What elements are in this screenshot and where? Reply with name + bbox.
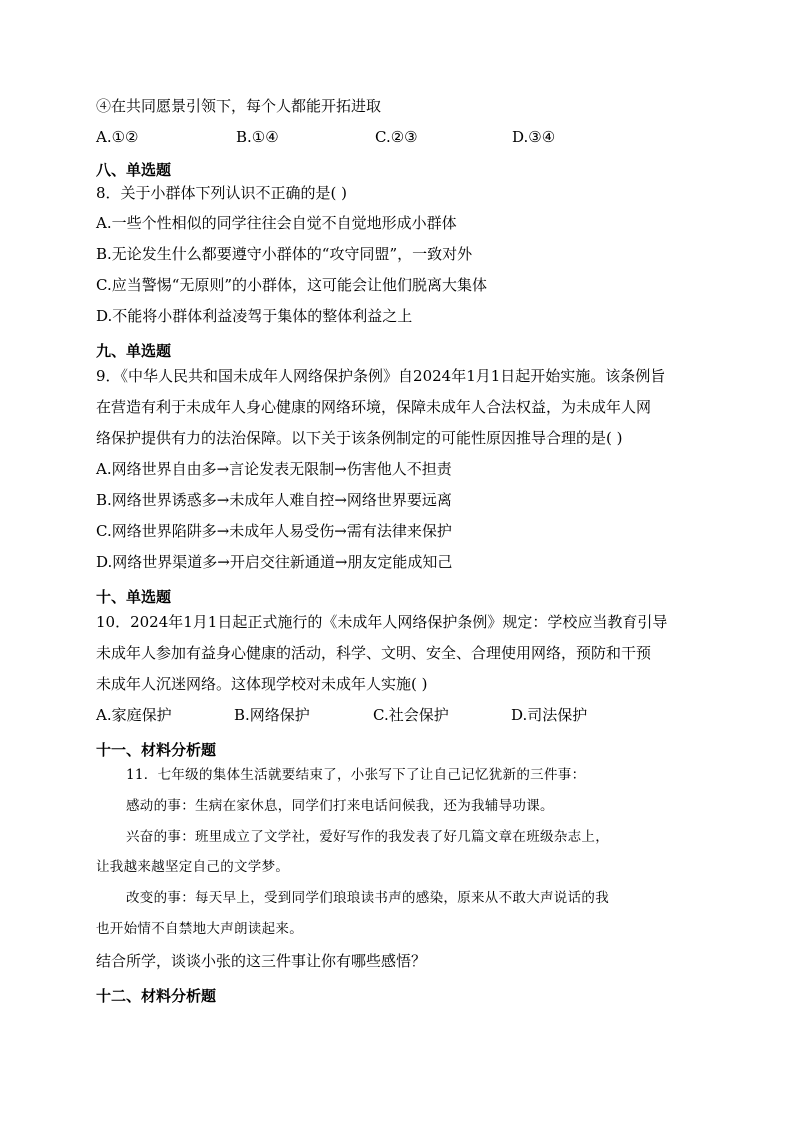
question-8: 8．关于小群体下列认识不正确的是( ): [96, 184, 348, 202]
question-10-option-b: B.网络保护: [234, 706, 310, 724]
option-d: D.③④: [512, 128, 556, 146]
question-11-prompt: 结合所学，谈谈小张的这三件事让你有哪些感悟？: [96, 952, 427, 970]
material-line-5: 改变的事：每天早上，受到同学们琅琅读书声的感染，原来从不敢大声说话的我: [126, 890, 609, 906]
section-heading-8: 八、单选题: [96, 161, 172, 179]
material-line-6: 也开始情不自禁地大声朗读起来。: [96, 921, 303, 937]
question-9-option-a: A.网络世界自由多→言论发表无限制→伤害他人不担责: [96, 460, 452, 478]
question-9-line-3: 络保护提供有力的法治保障。以下关于该条例制定的可能性原因推导合理的是( ): [96, 429, 623, 447]
option-c: C.②③: [375, 128, 418, 146]
option-a: A.①②: [96, 128, 139, 146]
option-b: B.①④: [236, 128, 279, 146]
material-line-1: 11．七年级的集体生活就要结束了，小张写下了让自己记忆犹新的三件事：: [126, 767, 586, 783]
question-9-option-c: C.网络世界陷阱多→未成年人易受伤→需有法律来保护: [96, 522, 452, 540]
question-10-option-c: C.社会保护: [373, 706, 449, 724]
material-line-4: 让我越来越坚定自己的文学梦。: [96, 859, 290, 875]
question-10-line-1: 10．2024年1月1日起正式施行的《未成年人网络保护条例》规定：学校应当教育引导: [96, 613, 668, 631]
question-10-option-d: D.司法保护: [511, 706, 588, 724]
question-9-line-1: 9．《中华人民共和国未成年人网络保护条例》自2024年1月1日起开始实施。该条例旨: [96, 367, 666, 385]
section-heading-12: 十二、材料分析题: [96, 987, 217, 1005]
material-line-3: 兴奋的事：班里成立了文学社，爱好写作的我发表了好几篇文章在班级杂志上，: [126, 829, 609, 845]
question-8-option-c: C.应当警惕“无原则”的小群体，这可能会让他们脱离大集体: [96, 276, 488, 294]
section-heading-10: 十、单选题: [96, 588, 172, 606]
question-10-line-3: 未成年人沉迷网络。这体现学校对未成年人实施( ): [96, 675, 428, 693]
question-10-line-2: 未成年人参加有益身心健康的活动，科学、文明、安全、合理使用网络，预防和干预: [96, 644, 652, 662]
question-8-option-d: D.不能将小群体利益凌驾于集体的整体利益之上: [96, 307, 413, 325]
question-9-line-2: 在营造有利于未成年人身心健康的网络环境，保障未成年人合法权益，为未成年人网: [96, 398, 652, 416]
question-8-option-a: A.一些个性相似的同学往往会自觉不自觉地形成小群体: [96, 214, 457, 232]
question-9-option-b: B.网络世界诱惑多→未成年人难自控→网络世界要远离: [96, 491, 452, 509]
statement-4: ④在共同愿景引领下，每个人都能开拓进取: [96, 97, 382, 115]
question-8-option-b: B.无论发生什么都要遵守小群体的“攻守同盟”，一致对外: [96, 245, 473, 263]
section-heading-11: 十一、材料分析题: [96, 741, 217, 759]
question-10-option-a: A.家庭保护: [96, 706, 172, 724]
material-line-2: 感动的事：生病在家休息，同学们打来电话问候我，还为我辅导功课。: [126, 798, 554, 814]
section-heading-9: 九、单选题: [96, 342, 172, 360]
question-9-option-d: D.网络世界渠道多→开启交往新通道→朋友定能成知己: [96, 553, 453, 571]
